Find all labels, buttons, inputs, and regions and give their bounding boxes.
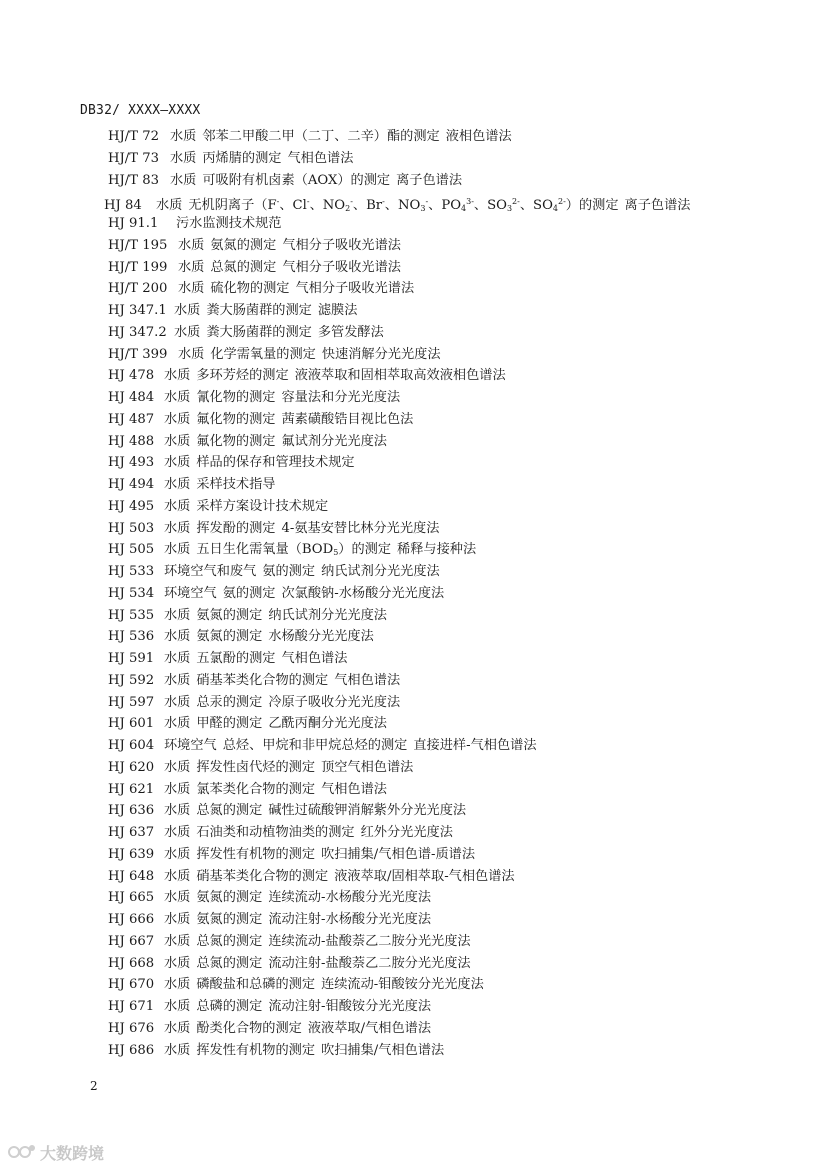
standard-method: 吹扫捕集/气相色谱-质谱法 xyxy=(321,846,476,862)
standard-method: 流动注射-盐酸萘乙二胺分光光度法 xyxy=(268,955,471,971)
standard-title: 无机阴离子（F-、Cl-、$NO_2^-$、Br-、$NO_3^-$、$PO_4^{3-}$、$SO_3^{2-}$、$SO_4^{2-}$）的测定 xyxy=(188,197,619,214)
standard-row xyxy=(108,823,453,843)
standard-row xyxy=(108,171,462,191)
standard-title: 氰化物的测定 xyxy=(196,390,276,405)
standard-method: 碱性过硫酸钾消解紫外分光光度法 xyxy=(268,803,467,819)
standard-code: HJ 604 xyxy=(108,738,155,753)
standard-code: HJ 478 xyxy=(108,368,155,384)
standard-subject: 水质 xyxy=(164,846,191,862)
standard-row xyxy=(108,867,515,887)
standard-row xyxy=(108,301,357,321)
standard-code: HJ 648 xyxy=(108,868,155,884)
standard-subject: 水质 xyxy=(178,346,205,362)
standard-row xyxy=(108,801,466,821)
standard-code: HJ 592 xyxy=(108,672,155,688)
standard-method: 乙酰丙酮分光光度法 xyxy=(268,716,387,732)
standard-method: 连续流动-水杨酸分光光度法 xyxy=(268,890,432,906)
standard-subject: 水质 xyxy=(170,150,197,166)
standard-title: 石油类和动植物油类的测定 xyxy=(196,825,355,840)
standard-row xyxy=(108,258,401,278)
standard-subject: 水质 xyxy=(164,868,191,884)
standard-title: 氯苯类化合物的测定 xyxy=(196,781,316,797)
standard-subject: 水质 xyxy=(164,912,191,927)
standard-subject: 水质 xyxy=(164,498,191,514)
standard-method: 离子色谱法 xyxy=(624,198,691,214)
standard-row xyxy=(108,888,431,908)
standard-title: 氨氮的测定 xyxy=(196,629,263,645)
standard-method: 稀释与接种法 xyxy=(397,542,477,558)
standard-row xyxy=(108,388,400,408)
standard-title: 挥发性卤代烃的测定 xyxy=(196,759,316,775)
standard-subject: 水质 xyxy=(178,281,205,297)
standard-code: HJ 533 xyxy=(108,564,155,579)
standard-code: HJ 667 xyxy=(108,933,155,949)
standard-method: 液相色谱法 xyxy=(445,129,512,144)
standard-code: HJ 666 xyxy=(108,912,155,927)
standard-method: 顶空气相色谱法 xyxy=(321,759,414,775)
standard-title: 氨氮的测定 xyxy=(196,890,263,906)
standard-subject: 水质 xyxy=(164,455,191,471)
standard-row xyxy=(108,519,439,539)
standard-row xyxy=(108,214,282,234)
standard-title: 氨氮的测定 xyxy=(196,607,263,623)
standard-code: HJ 91.1 xyxy=(108,216,159,231)
standard-code: HJ 503 xyxy=(108,520,155,536)
standard-subject: 水质 xyxy=(174,324,201,340)
standard-method: 离子色谱法 xyxy=(396,172,463,188)
standard-method: 快速消解分光光度法 xyxy=(321,346,441,362)
standard-title: 污水监测技术规范 xyxy=(176,216,282,231)
standard-row xyxy=(108,649,347,669)
standard-code: HJ 670 xyxy=(108,977,155,993)
standard-method: 4-氨基安替比林分光光度法 xyxy=(281,520,440,536)
standard-row xyxy=(108,714,387,734)
standard-row xyxy=(108,693,400,713)
standard-subject: 水质 xyxy=(164,477,191,492)
standard-subject: 水质 xyxy=(164,542,191,558)
standard-subject: 水质 xyxy=(164,977,191,993)
standard-method: 连续流动-盐酸萘乙二胺分光光度法 xyxy=(268,933,471,949)
standard-row xyxy=(108,780,387,800)
standard-subject: 水质 xyxy=(170,129,197,144)
standard-code: HJ 505 xyxy=(108,542,155,558)
standard-subject: 水质 xyxy=(164,390,191,405)
standard-code: HJ 484 xyxy=(108,390,155,405)
standard-method: 液液萃取/气相色谱法 xyxy=(307,1020,432,1036)
document-code-header: DB32/ XXXX—XXXX xyxy=(80,103,201,118)
standard-row xyxy=(108,149,353,169)
standard-code: HJ 676 xyxy=(108,1020,155,1036)
standard-subject: 水质 xyxy=(164,716,191,732)
standard-code: HJ 668 xyxy=(108,955,155,971)
standard-method: 气相色谱法 xyxy=(281,651,348,666)
standard-code: HJ/T 195 xyxy=(108,237,168,253)
standard-title: 粪大肠菌群的测定 xyxy=(206,324,312,340)
standard-title: 氟化物的测定 xyxy=(196,433,276,449)
standard-method: 气相色谱法 xyxy=(321,781,387,797)
standard-row xyxy=(108,606,387,626)
standard-method: 气相分子吸收光谱法 xyxy=(282,259,401,275)
standard-subject: 环境空气 xyxy=(164,585,217,601)
standard-row xyxy=(108,453,355,473)
standard-subject: 水质 xyxy=(164,1020,191,1036)
standard-code: HJ 597 xyxy=(108,694,155,710)
standard-title: 粪大肠菌群的测定 xyxy=(206,303,312,318)
standard-subject: 水质 xyxy=(156,198,183,214)
standard-row xyxy=(108,736,537,756)
standard-row xyxy=(108,1019,431,1039)
standard-title: 总磷的测定 xyxy=(196,999,263,1014)
standard-title: 硫化物的测定 xyxy=(210,281,290,297)
standard-title: 五日生化需氧量$(BOD_5)$的测定 xyxy=(196,542,392,558)
standard-method: 气相色谱法 xyxy=(287,150,354,166)
watermark-logo-icon xyxy=(8,1143,36,1161)
standard-method: 氟试剂分光光度法 xyxy=(281,433,387,449)
standard-row xyxy=(108,975,484,995)
standard-subject: 水质 xyxy=(178,259,205,275)
watermark-text: 大数跨境 xyxy=(40,1143,105,1163)
standard-method: 气相分子吸收光谱法 xyxy=(295,281,415,297)
standard-code: HJ 636 xyxy=(108,803,155,819)
standard-method: 容量法和分光光度法 xyxy=(281,390,401,405)
standard-row xyxy=(108,671,400,691)
standard-title: 甲醛的测定 xyxy=(196,716,263,732)
standard-title: 挥发性有机物的测定 xyxy=(196,1042,316,1058)
standard-title: 总氮的测定 xyxy=(196,955,263,971)
standard-title: 硝基苯类化合物的测定 xyxy=(196,672,329,688)
standard-method: 次氯酸钠-水杨酸分光光度法 xyxy=(281,585,445,601)
standard-method: 液液萃取和固相萃取高效液相色谱法 xyxy=(294,368,506,384)
standard-method: 滤膜法 xyxy=(317,303,358,318)
standard-title: 挥发性有机物的测定 xyxy=(196,846,316,862)
standard-title: 氨氮的测定 xyxy=(210,237,277,253)
standard-row xyxy=(108,127,512,147)
standard-code: HJ/T 399 xyxy=(108,346,168,362)
standard-row xyxy=(108,475,276,495)
standard-title: 总氮的测定 xyxy=(196,933,263,949)
standard-method: 纳氏试剂分光光度法 xyxy=(321,564,440,579)
standard-code: HJ 665 xyxy=(108,890,155,906)
standard-subject: 水质 xyxy=(164,955,191,971)
standard-row xyxy=(108,845,475,865)
standard-code: HJ/T 200 xyxy=(108,281,168,297)
standard-row xyxy=(108,1041,444,1061)
standard-row xyxy=(104,192,690,212)
standard-code: HJ 591 xyxy=(108,651,155,666)
standard-code: HJ 488 xyxy=(108,433,155,449)
standard-code: HJ/T 199 xyxy=(108,259,168,275)
standard-subject: 水质 xyxy=(164,368,191,384)
standard-title: 氟化物的测定 xyxy=(196,411,276,427)
standard-method: 气相分子吸收光谱法 xyxy=(282,237,401,253)
standard-code: HJ 534 xyxy=(108,585,155,601)
standard-row xyxy=(108,997,431,1017)
standard-code: HJ 493 xyxy=(108,455,155,471)
standard-row xyxy=(108,562,440,582)
standard-code: HJ 639 xyxy=(108,846,155,862)
standard-title: 五氯酚的测定 xyxy=(196,651,276,666)
standard-title: 总氮的测定 xyxy=(210,259,277,275)
standard-subject: 水质 xyxy=(164,694,191,710)
standard-row xyxy=(108,236,401,256)
standard-row xyxy=(108,932,471,952)
standard-title: 酚类化合物的测定 xyxy=(196,1020,302,1036)
standard-title: 样品的保存和管理技术规定 xyxy=(196,455,355,471)
standard-title: 化学需氧量的测定 xyxy=(210,346,316,362)
standard-method: 水杨酸分光光度法 xyxy=(268,629,374,645)
standard-row xyxy=(108,540,476,560)
standard-title: 多环芳烃的测定 xyxy=(196,368,289,384)
standard-title: 氨氮的测定 xyxy=(196,912,263,927)
standard-row xyxy=(108,954,471,974)
standard-code: HJ 487 xyxy=(108,411,155,427)
watermark xyxy=(8,1140,104,1164)
standard-row xyxy=(108,910,431,930)
standard-subject: 水质 xyxy=(164,999,191,1014)
standard-subject: 水质 xyxy=(164,759,191,775)
standard-row xyxy=(108,410,413,430)
standard-method: 气相色谱法 xyxy=(334,672,401,688)
standard-title: 采样技术指导 xyxy=(196,477,276,492)
standard-code: HJ 686 xyxy=(108,1042,155,1058)
standard-row xyxy=(108,432,387,452)
standard-subject: 水质 xyxy=(170,172,197,188)
standard-subject: 环境空气 xyxy=(164,738,217,753)
standard-subject: 水质 xyxy=(164,825,191,840)
standard-code: HJ/T 83 xyxy=(108,172,159,188)
standard-subject: 水质 xyxy=(174,303,201,318)
standard-method: 吹扫捕集/气相色谱法 xyxy=(321,1042,445,1058)
standard-title: 丙烯腈的测定 xyxy=(202,150,282,166)
standard-title: 总氮的测定 xyxy=(196,803,263,819)
standard-code: HJ 535 xyxy=(108,607,155,623)
standard-subject: 环境空气和废气 xyxy=(164,564,257,579)
standard-subject: 水质 xyxy=(164,781,191,797)
standard-code: HJ/T 73 xyxy=(108,150,159,166)
standard-code: HJ 347.2 xyxy=(108,324,167,340)
standard-row xyxy=(108,366,506,386)
standard-title: 总汞的测定 xyxy=(196,694,263,710)
standard-title: 硝基苯类化合物的测定 xyxy=(196,868,329,884)
standard-subject: 水质 xyxy=(164,933,191,949)
standard-subject: 水质 xyxy=(164,651,191,666)
standard-subject: 水质 xyxy=(164,672,191,688)
standard-method: 茜素磺酸锆目视比色法 xyxy=(281,411,414,427)
standard-subject: 水质 xyxy=(164,607,191,623)
standard-row xyxy=(108,758,413,778)
standard-method: 连续流动-钼酸铵分光光度法 xyxy=(321,977,484,993)
standard-title: 氨的测定 xyxy=(262,564,316,579)
standard-method: 冷原子吸收分光光度法 xyxy=(268,694,401,710)
standard-subject: 水质 xyxy=(164,1042,191,1058)
standard-title: 挥发酚的测定 xyxy=(196,520,276,536)
standard-code: HJ 536 xyxy=(108,629,155,645)
standard-title: 可吸附有机卤素（AOX）的测定 xyxy=(202,172,391,188)
standard-method: 纳氏试剂分光光度法 xyxy=(268,607,387,623)
standard-row xyxy=(108,497,328,517)
standard-code: HJ 84 xyxy=(104,198,142,214)
standard-code: HJ 637 xyxy=(108,825,155,840)
standard-code: HJ 347.1 xyxy=(108,303,167,318)
standard-code: HJ 495 xyxy=(108,498,155,514)
standard-method: 直接进样-气相色谱法 xyxy=(413,738,537,753)
standard-subject: 水质 xyxy=(164,411,191,427)
standard-code: HJ/T 72 xyxy=(108,129,159,144)
standard-code: HJ 601 xyxy=(108,716,155,732)
standard-code: HJ 620 xyxy=(108,759,155,775)
standard-title: 采样方案设计技术规定 xyxy=(196,498,329,514)
standard-title: 邻苯二甲酸二甲（二丁、二辛）酯的测定 xyxy=(202,129,440,144)
standard-code: HJ 621 xyxy=(108,781,155,797)
standard-method: 流动注射-钼酸铵分光光度法 xyxy=(268,999,432,1014)
standard-method: 流动注射-水杨酸分光光度法 xyxy=(268,912,432,927)
standard-subject: 水质 xyxy=(164,433,191,449)
standard-row xyxy=(108,627,374,647)
standard-code: HJ 671 xyxy=(108,999,155,1014)
standard-row xyxy=(108,279,414,299)
standard-subject: 水质 xyxy=(164,890,191,906)
standard-subject: 水质 xyxy=(164,629,191,645)
standard-subject: 水质 xyxy=(164,803,191,819)
standard-title: 氨的测定 xyxy=(222,585,276,601)
standard-title: 磷酸盐和总磷的测定 xyxy=(196,977,316,993)
standard-method: 红外分光光度法 xyxy=(360,825,453,840)
standard-subject: 水质 xyxy=(178,237,205,253)
standard-title: 总烃、甲烷和非甲烷总烃的测定 xyxy=(222,738,408,753)
standard-method: 多管发酵法 xyxy=(317,324,384,340)
standard-code: HJ 494 xyxy=(108,477,155,492)
standard-subject: 水质 xyxy=(164,520,191,536)
page-number: 2 xyxy=(90,1079,98,1093)
standard-row xyxy=(108,323,384,343)
standard-row xyxy=(108,345,441,365)
standard-row xyxy=(108,584,444,604)
standard-method: 液液萃取/固相萃取-气相色谱法 xyxy=(334,868,515,884)
